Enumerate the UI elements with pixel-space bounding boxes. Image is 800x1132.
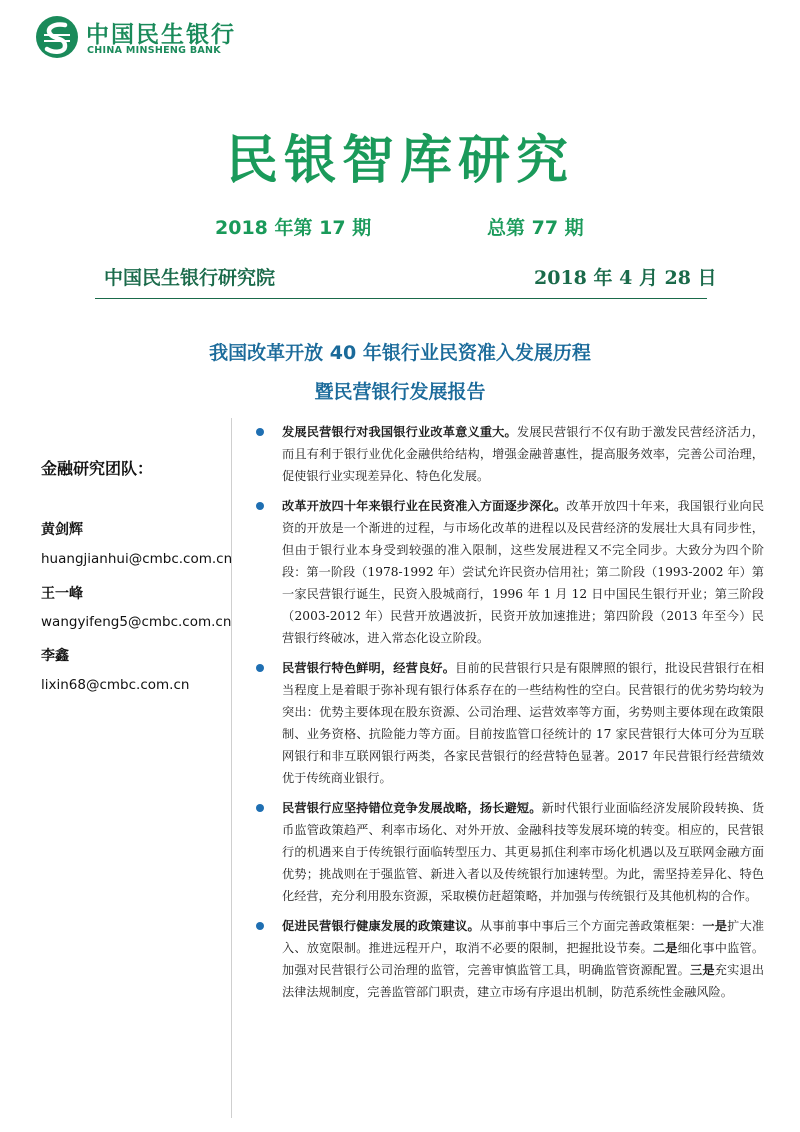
minsheng-logo-icon — [32, 14, 82, 60]
publish-date: 2018 年 4 月 28 日 — [534, 267, 717, 289]
bullet-icon — [256, 804, 264, 812]
bank-name-cn: 中国民生银行 — [86, 22, 236, 48]
member-email[interactable]: wangyifeng5@cmbc.com.cn — [41, 614, 232, 630]
member-name: 李鑫 — [41, 648, 69, 664]
summary-lead: 一是 — [702, 919, 728, 933]
bullet-icon — [256, 428, 264, 436]
report-title-line2: 暨民营银行发展报告 — [314, 381, 486, 403]
summary-item — [256, 421, 764, 487]
summary-text: 扩大准入、放宽限制。推进远程开户，取消不必要的限制，把握批设节奏。 — [282, 919, 765, 955]
summary-lead: 促进民营银行健康发展的政策建议。 — [282, 919, 480, 933]
bullet-icon — [256, 922, 264, 930]
summary-item — [256, 657, 764, 789]
bullet-icon — [256, 664, 264, 672]
bank-logo — [32, 14, 272, 60]
summary-lead: 发展民营银行对我国银行业改革意义重大。 — [282, 425, 517, 439]
member-email[interactable]: lixin68@cmbc.com.cn — [41, 677, 190, 693]
summary-text: 新时代银行业面临经济发展阶段转换、货币监管政策趋严、利率市场化、对外开放、金融科技等发展环境的转变。相应的，民营银行的机遇来自于传统银行面临转型压力、其更易抓住利率市场化机遇以及互联网金融方面优势；挑战则在于强监管、新进入者以及传统银行加速转型。为此，需坚持差异化、特色化经营，充分利用股东资源，采取模仿赶超策略，并加强与传统银行及其他机构的合作。 — [282, 801, 765, 903]
header-divider — [95, 298, 707, 299]
summary-lead: 三是 — [690, 963, 715, 977]
summary-item — [256, 797, 764, 907]
institute-name: 中国民生银行研究院 — [104, 267, 276, 289]
bank-name-en: CHINA MINSHENG BANK — [87, 45, 221, 56]
summary-item — [256, 495, 764, 649]
summary-text: 发展民营银行不仅有助于激发民营经济活力，而且有利于银行业优化金融供给结构，增强金融普惠性，提高服务效率，完善公司治理，促使银行业实现差异化、特色化发展。 — [282, 425, 764, 483]
bullet-icon — [256, 502, 264, 510]
summary-text: 充实退出法律法规制度，完善监管部门职责，建立市场有序退出机制，防范系统性金融风险。 — [282, 963, 765, 999]
summary-list — [256, 421, 764, 1011]
summary-lead: 改革开放四十年来银行业在民资准入方面逐步深化。 — [282, 499, 567, 513]
summary-lead: 二是 — [652, 941, 678, 955]
summary-lead: 民营银行应坚持错位竞争发展战略，扬长避短。 — [282, 801, 542, 815]
summary-text: 改革开放四十年来，我国银行业向民资的开放是一个渐进的过程，与市场化改革的进程以及民营经济的发展壮大具有同步性，但由于银行业本身受到较强的准入限制，这些发展进程又不完全同步。大致分为四个阶段：第一阶段（1978-1992 年）尝试允许民资办信用社；第二阶段（1993-2002 年）第一家民营银行诞生，民资入股城商行，1996 年 1 月 12 日中国民生银行开业；第三阶段（2003-2012 年）民营开放遇波折，民资开放加速推进；第四阶段（2013 年至今）民营银行终破冰，进入常态化设立阶段。 — [282, 499, 765, 645]
column-divider — [231, 418, 232, 1118]
summary-text: 细化事中监管。加强对民营银行公司治理的监管，完善审慎监管工具，明确监管资源配置。 — [282, 941, 765, 977]
member-name: 黄剑辉 — [41, 522, 83, 538]
issue-number: 2018 年第 17 期 — [215, 217, 372, 239]
team-label: 金融研究团队： — [41, 459, 154, 478]
member-email[interactable]: huangjianhui@cmbc.com.cn — [41, 551, 233, 567]
summary-item — [256, 915, 764, 1003]
summary-lead: 民营银行特色鲜明，经营良好。 — [282, 661, 456, 675]
publication-title: 民银智库研究 — [225, 131, 574, 191]
total-issue-number: 总第 77 期 — [487, 217, 584, 239]
member-name: 王一峰 — [41, 586, 83, 602]
summary-text: 从事前事中事后三个方面完善政策框架： — [479, 919, 703, 933]
report-title-line1: 我国改革开放 40 年银行业民资准入发展历程 — [209, 342, 591, 364]
summary-text: 目前的民营银行只是有限牌照的银行，批设民营银行在相当程度上是着眼于弥补现有银行体系存在的一些结构性的空白。民营银行的优劣势均较为突出：优势主要体现在股东资源、公司治理、运营效率等方面，劣势则主要体现在政策限制、业务资格、抗险能力等方面。目前按监管口径统计的 17 家民营银行大体可分为互联网银行和非互联网银行两类，各家民营银行的经营特色显著。2017 年民营银行经营绩效优于传统商业银行。 — [282, 661, 765, 785]
